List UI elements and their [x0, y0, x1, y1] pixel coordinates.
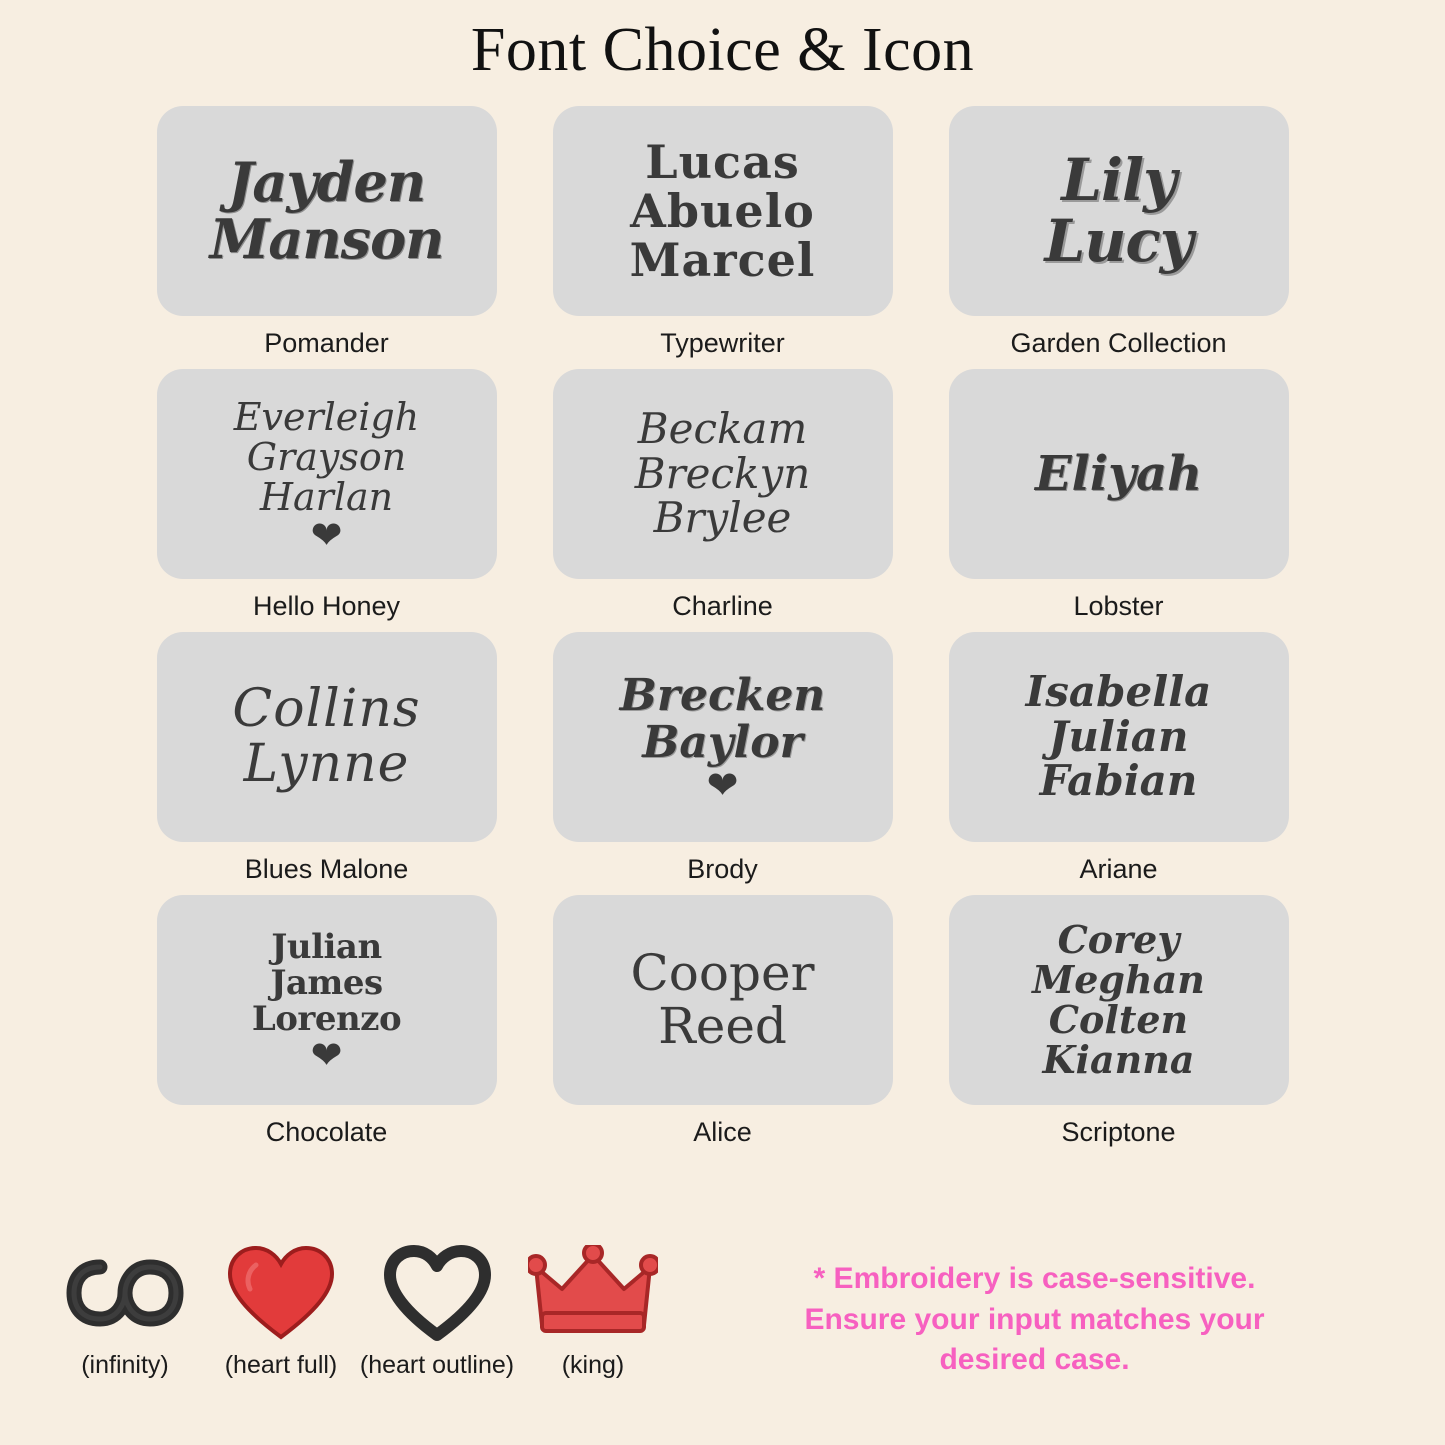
font-option-hello-honey[interactable]	[143, 369, 511, 622]
font-name-label: Ariane	[1079, 854, 1158, 885]
sample-line: Julian	[271, 926, 382, 967]
sample-line: Colten	[1048, 997, 1189, 1043]
sample-line: Brylee	[653, 493, 792, 543]
font-name-label: Lobster	[1073, 591, 1164, 622]
sample-line: Jayden	[227, 149, 426, 214]
font-sample-charline	[553, 369, 893, 579]
icon-label: (king)	[561, 1351, 625, 1379]
font-name-label: Typewriter	[660, 328, 785, 359]
sample-line: Lucas	[645, 135, 800, 190]
icon-label: (heart outline)	[359, 1351, 515, 1379]
heart-full-icon: ❤	[310, 515, 343, 558]
icon-legend-row	[0, 1237, 1445, 1427]
font-sample-brody	[553, 632, 893, 842]
sample-line: Breckyn	[634, 448, 811, 498]
font-option-ariane[interactable]	[935, 632, 1303, 885]
font-sample-pomander	[157, 106, 497, 316]
font-name-label: Hello Honey	[252, 591, 401, 622]
sample-line: Isabella	[1025, 667, 1212, 717]
infinity-icon	[66, 1241, 184, 1345]
font-name-label: Alice	[693, 1117, 752, 1148]
font-sample-lobster	[949, 369, 1289, 579]
icon-options	[60, 1237, 658, 1380]
heart-outline-icon	[382, 1241, 492, 1345]
font-option-brody[interactable]	[539, 632, 907, 885]
font-sample-chocolate	[157, 895, 497, 1105]
sample-line: Lynne	[243, 734, 410, 795]
font-name-label: Pomander	[264, 328, 389, 359]
sample-line: Grayson	[246, 434, 407, 479]
sample-line: Cooper	[630, 944, 815, 1003]
font-name-label: Chocolate	[265, 1117, 388, 1148]
sample-line: Lucy	[1044, 207, 1193, 276]
case-sensitive-note	[658, 1237, 1385, 1381]
font-option-charline[interactable]	[539, 369, 907, 622]
font-option-blues-malone[interactable]	[143, 632, 511, 885]
icon-label: (infinity)	[81, 1351, 169, 1379]
font-name-label: Scriptone	[1061, 1117, 1176, 1148]
sample-line: Julian	[1048, 711, 1189, 761]
sample-line: Lily	[1061, 145, 1176, 214]
font-name-label: Blues Malone	[244, 854, 409, 885]
sample-line: Beckam	[637, 404, 808, 454]
font-option-chocolate[interactable]	[143, 895, 511, 1148]
font-name-label: Brody	[687, 854, 758, 885]
font-sample-blues-malone	[157, 632, 497, 842]
font-option-typewriter[interactable]	[539, 106, 907, 359]
icon-label: (heart full)	[224, 1351, 338, 1379]
font-sample-ariane	[949, 632, 1289, 842]
sample-line: Manson	[209, 207, 444, 272]
font-sample-scriptone	[949, 895, 1289, 1105]
sample-line: Fabian	[1039, 756, 1198, 806]
sample-line: James	[270, 962, 383, 1003]
font-name-label: Garden Collection	[1010, 328, 1227, 359]
font-option-lobster[interactable]	[935, 369, 1303, 622]
king-crown-icon	[528, 1241, 658, 1345]
heart-full-icon: ❤	[706, 764, 739, 807]
sample-line: Eliyah	[1035, 445, 1202, 502]
page-title: Font Choice & Icon	[470, 16, 975, 84]
font-option-alice[interactable]	[539, 895, 907, 1148]
note-line-2: Ensure your input matches your	[804, 1302, 1265, 1336]
font-sample-hello-honey	[157, 369, 497, 579]
sample-line: Lorenzo	[251, 999, 402, 1039]
font-grid	[143, 106, 1303, 1148]
sample-line: Brecken	[619, 670, 826, 722]
icon-option-infinity[interactable]	[60, 1241, 190, 1380]
font-sample-alice	[553, 895, 893, 1105]
sample-line: Kianna	[1042, 1037, 1195, 1083]
sample-line: Marcel	[629, 232, 816, 287]
icon-option-king-crown[interactable]	[528, 1241, 658, 1380]
font-name-label: Charline	[672, 591, 773, 622]
sample-line: Everleigh	[233, 394, 420, 439]
sample-line: Harlan	[259, 475, 394, 520]
icon-option-heart-full[interactable]	[216, 1241, 346, 1380]
font-option-pomander[interactable]	[143, 106, 511, 359]
font-option-scriptone[interactable]	[935, 895, 1303, 1148]
font-option-garden-collection[interactable]	[935, 106, 1303, 359]
font-sample-typewriter	[553, 106, 893, 316]
heart-full-icon	[226, 1241, 336, 1345]
sample-line: Abuelo	[630, 183, 815, 238]
sample-line: Meghan	[1032, 956, 1205, 1002]
icon-option-heart-outline[interactable]	[359, 1241, 515, 1380]
heart-full-icon: ❤	[310, 1035, 343, 1078]
sample-line: Reed	[658, 997, 787, 1056]
note-line-1: * Embroidery is case-sensitive.	[813, 1262, 1256, 1295]
font-sample-garden-collection	[949, 106, 1289, 316]
note-line-3: desired case.	[939, 1343, 1130, 1376]
sample-line: Baylor	[642, 716, 803, 768]
sample-line: Collins	[232, 679, 421, 740]
sample-line: Corey	[1057, 916, 1180, 962]
